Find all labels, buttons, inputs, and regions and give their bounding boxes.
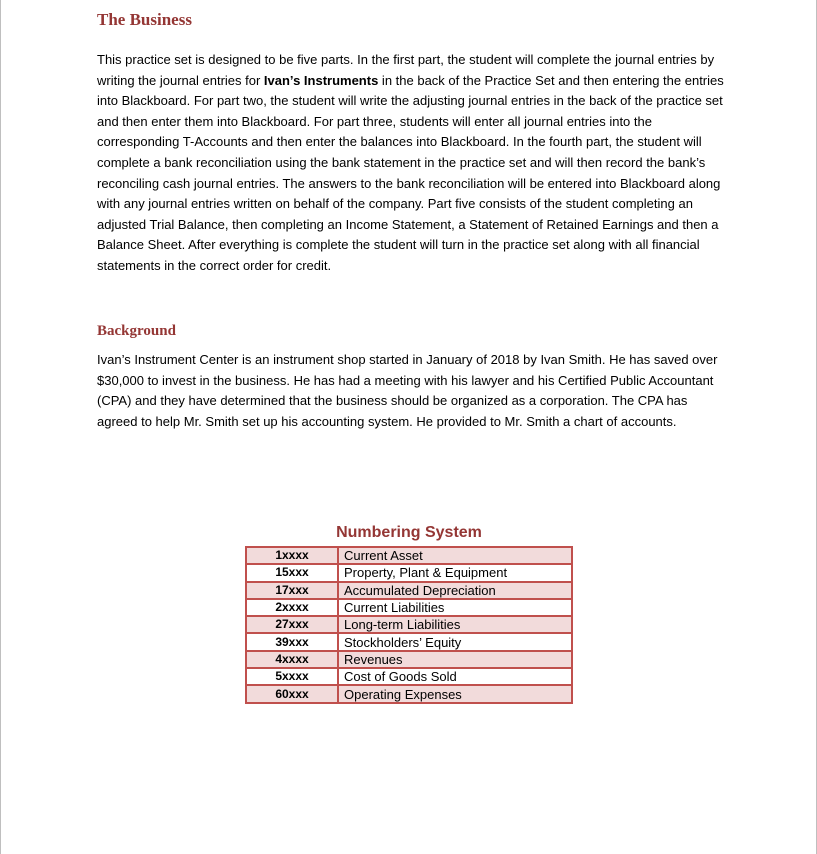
heading-the-business: The Business: [97, 10, 192, 29]
account-code: 2xxxx: [246, 599, 338, 616]
page-border-left: [0, 0, 1, 854]
account-category: Cost of Goods Sold: [338, 668, 572, 685]
background-paragraph: Ivan’s Instrument Center is an instrument shop started in January of 2018 by Ivan Smith. He has saved over $30,000 to invest in the business. He has had a meeting with his lawyer and his Certified Public Accountant (CPA) and they have determined that the business should be organized as a corporation. The CPA has agreed to help Mr. Smith set up his accounting system. He provided to Mr. Smith a chart of accounts.: [97, 352, 718, 429]
business-paragraph-part1: This practice set is designed to be five parts. In the first part, the student will complete the journal entries by writing the journal entries for: [97, 52, 715, 88]
table-row: [246, 547, 572, 564]
table-row: [246, 651, 572, 668]
table-row: [246, 599, 572, 616]
account-code: 5xxxx: [246, 668, 338, 685]
table-row: [246, 668, 572, 685]
account-category: Revenues: [338, 651, 572, 668]
account-code: 17xxx: [246, 582, 338, 599]
table-row: [246, 616, 572, 633]
table-row: [246, 633, 572, 650]
account-category: Property, Plant & Equipment: [338, 564, 572, 581]
account-code: 4xxxx: [246, 651, 338, 668]
account-category: Accumulated Depreciation: [338, 582, 572, 599]
account-category: Current Asset: [338, 547, 572, 564]
account-code: 27xxx: [246, 616, 338, 633]
account-category: Current Liabilities: [338, 599, 572, 616]
numbering-system-table: [245, 546, 573, 704]
account-code: 39xxx: [246, 633, 338, 650]
account-code: 1xxxx: [246, 547, 338, 564]
business-paragraph: [97, 50, 727, 277]
account-code: 60xxx: [246, 685, 338, 702]
company-name-bold: Ivan’s Instruments: [263, 72, 379, 88]
business-paragraph-part2: in the back of the Practice Set and then entering the entries into Blackboard. For part two, the student will write the adjusting journal entries in the back of the practice set and then enter them into Blackboard. For part three, students will enter all journal entries into the corresponding T-Accounts and then enter the balances into Blackboard. In the fourth part, the student will complete a bank reconciliation using the bank statement in the practice set and will then record the bank’s reconciling cash journal entries. The answers to the bank reconciliation will be entered into Blackboard along with any journal entries written on behalf of the company. Part five consists of the student completing an adjusted Trial Balance, then completing an Income Statement, a Statement of Retained Earnings and then a Balance Sheet. After everything is complete the student will turn in the practice set along with all financial statements in the correct order for credit.: [97, 72, 724, 273]
account-code: 15xxx: [246, 564, 338, 581]
numbering-system-title: Numbering System: [336, 524, 482, 541]
account-category: Stockholders’ Equity: [338, 633, 572, 650]
table-row: [246, 582, 572, 599]
table-row: [246, 685, 572, 702]
account-category: Operating Expenses: [338, 685, 572, 702]
table-row: [246, 564, 572, 581]
heading-background: Background: [97, 323, 176, 339]
account-category: Long-term Liabilities: [338, 616, 572, 633]
